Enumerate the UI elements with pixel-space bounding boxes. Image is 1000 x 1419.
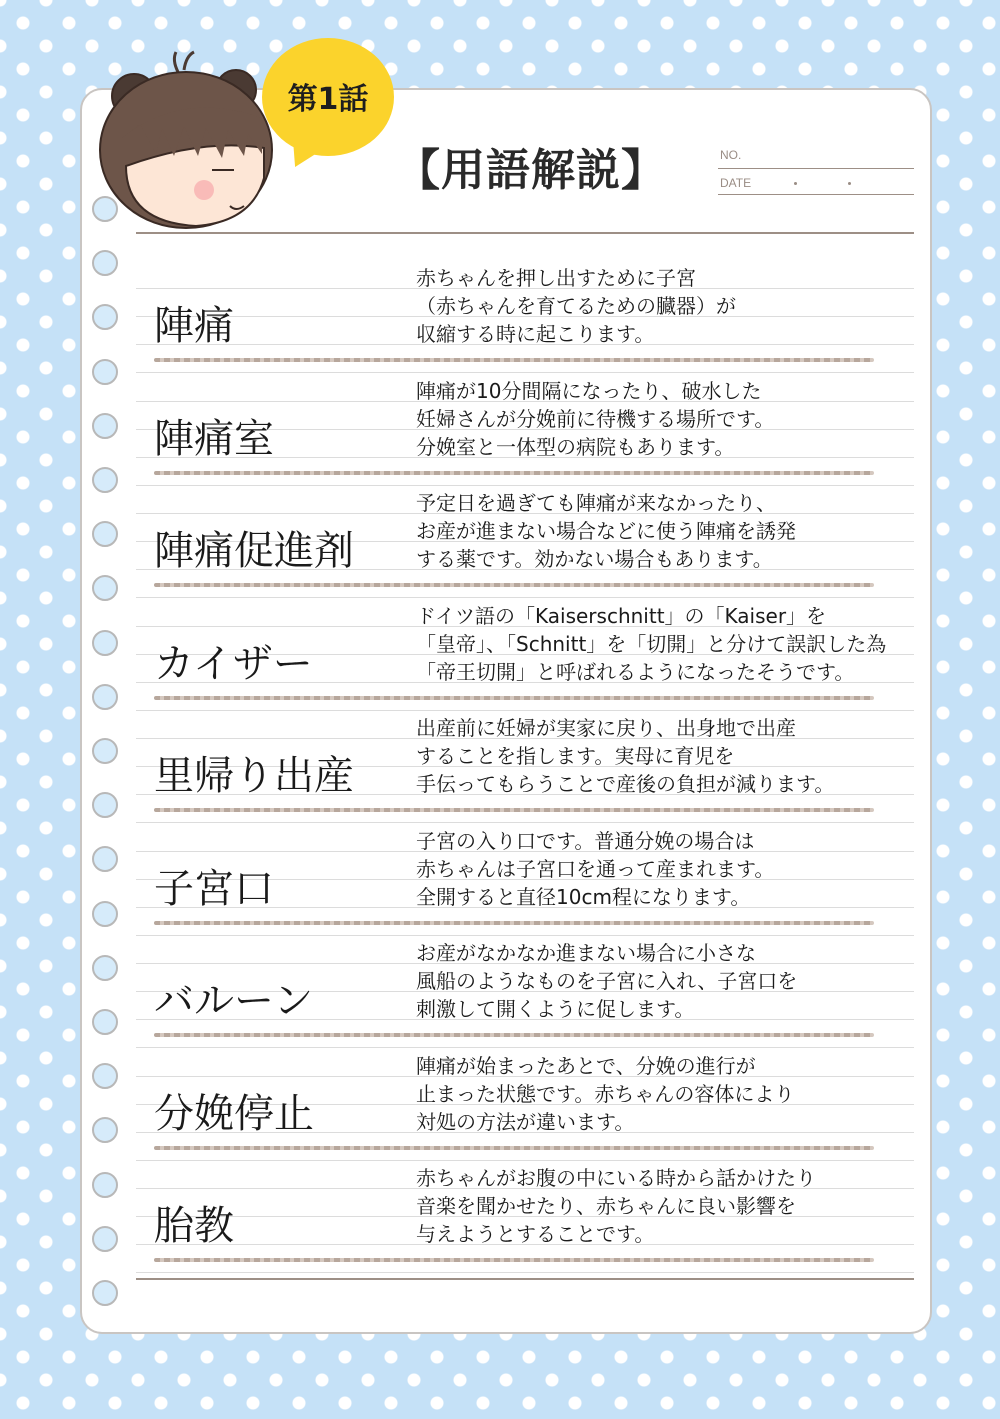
glossary-entry: [136, 1158, 914, 1270]
binder-hole: [92, 738, 118, 764]
binder-hole: [92, 630, 118, 656]
entry-divider: [154, 808, 874, 812]
glossary-term: 分娩停止: [154, 1090, 314, 1137]
glossary-term: カイザー: [154, 640, 313, 687]
definition-line: 風船のようなものを子宮に入れ、子宮口を: [416, 969, 798, 993]
entry-divider: [154, 1146, 874, 1150]
binder-hole: [92, 521, 118, 547]
entry-divider: [154, 358, 874, 362]
no-line: [718, 168, 914, 169]
definition-line: 音楽を聞かせたり、赤ちゃんに良い影響を: [416, 1194, 796, 1218]
glossary-definition: [416, 377, 910, 461]
definition-line: する薬です。効かない場合もあります。: [416, 547, 773, 571]
date-separator-dot: [848, 182, 851, 185]
binder-hole: [92, 901, 118, 927]
glossary-term: 陣痛: [154, 303, 234, 349]
glossary-definition: [416, 489, 910, 573]
ruled-line: [136, 1272, 914, 1273]
definition-line: 「皇帝」、「Schnitt」を「切開」と分けて誤訳した為: [416, 631, 887, 656]
definition-line: 収縮する時に起こります。: [416, 322, 655, 346]
definition-line: お産がなかなか進まない場合に小さな: [416, 941, 756, 965]
no-label: NO.: [720, 148, 742, 162]
glossary-entry: [136, 933, 914, 1045]
definition-line: 予定日を過ぎても陣痛が来なかったり、: [416, 491, 776, 515]
glossary-definition: [416, 714, 910, 798]
glossary-entry: [136, 821, 914, 933]
chapter-label: 第1話: [287, 82, 369, 117]
entry-divider: [154, 471, 874, 475]
page-title: 【用語解説】: [396, 145, 666, 196]
glossary-entry: [136, 708, 914, 820]
binder-hole: [92, 1172, 118, 1198]
glossary-definition: [416, 827, 910, 911]
definition-line: 出産前に妊婦が実家に戻り、出身地で出産: [416, 716, 796, 740]
definition-line: 赤ちゃんは子宮口を通って産まれます。: [416, 856, 775, 881]
glossary-term: 子宮口: [154, 865, 274, 912]
entry-divider: [154, 921, 874, 925]
glossary-entry: [136, 1046, 914, 1158]
glossary-entry: [136, 483, 914, 595]
header-divider: [136, 232, 914, 234]
definition-line: 陣痛が10分間隔になったり、破水した: [416, 378, 762, 403]
definition-line: することを指します。実母に育児を: [416, 744, 735, 768]
definition-line: ドイツ語の「Kaiserschnitt」の「Kaiser」を: [416, 603, 827, 628]
binder-hole: [92, 792, 118, 818]
glossary-definition: [416, 1164, 910, 1248]
binder-hole: [92, 1280, 118, 1306]
definition-line: 分娩室と一体型の病院もあります。: [416, 434, 735, 459]
binder-hole: [92, 684, 118, 710]
definition-line: 妊婦さんが分娩前に待機する場所です。: [416, 406, 775, 431]
date-line: [718, 194, 914, 195]
definition-line: 全開すると直径10cm程になります。: [416, 884, 751, 909]
binder-hole: [92, 1226, 118, 1252]
definition-line: 陣痛が始まったあとで、分娩の進行が: [416, 1053, 756, 1078]
glossary-definition: [416, 939, 910, 1023]
glossary-definition: [416, 602, 910, 686]
glossary-entry: [136, 371, 914, 483]
entry-divider: [154, 696, 874, 700]
glossary-term: 胎教: [154, 1203, 234, 1249]
binder-hole: [92, 1063, 118, 1089]
glossary-term: 里帰り出産: [154, 753, 354, 799]
definition-line: 子宮の入り口です。普通分娩の場合は: [416, 828, 755, 853]
glossary-term: 陣痛促進剤: [154, 528, 354, 574]
definition-line: 「帝王切開」と呼ばれるようになったそうです。: [416, 659, 855, 684]
entry-divider: [154, 583, 874, 587]
binder-hole: [92, 413, 118, 439]
footer-divider: [136, 1278, 914, 1280]
glossary-definition: [416, 1052, 910, 1136]
definition-line: お産が進まない場合などに使う陣痛を誘発: [416, 519, 796, 543]
glossary-term: 陣痛室: [154, 415, 274, 462]
definition-line: 刺激して開くように促します。: [416, 997, 695, 1021]
glossary-term: バルーン: [154, 978, 314, 1024]
binder-hole: [92, 1009, 118, 1035]
glossary-entry: [136, 258, 914, 370]
glossary-entry: [136, 596, 914, 708]
date-separator-dot: [794, 182, 797, 185]
glossary-definition: [416, 264, 910, 348]
entry-divider: [154, 1258, 874, 1262]
definition-line: 対処の方法が違います。: [416, 1109, 635, 1134]
definition-line: 赤ちゃんを押し出すために子宮: [416, 266, 696, 290]
date-label: DATE: [720, 176, 752, 190]
girl-character-illustration: [82, 46, 282, 236]
binder-hole: [92, 359, 118, 385]
definition-line: 止まった状態です。赤ちゃんの容体により: [416, 1081, 795, 1106]
definition-line: 与えようとすることです。: [416, 1222, 655, 1246]
definition-line: 手伝ってもらうことで産後の負担が減ります。: [416, 772, 835, 796]
binder-hole: [92, 250, 118, 276]
binder-hole: [92, 955, 118, 981]
definition-line: 赤ちゃんがお腹の中にいる時から話かけたり: [416, 1166, 816, 1190]
definition-line: （赤ちゃんを育てるための臓器）が: [416, 294, 736, 318]
entry-divider: [154, 1033, 874, 1037]
binder-hole: [92, 467, 118, 493]
